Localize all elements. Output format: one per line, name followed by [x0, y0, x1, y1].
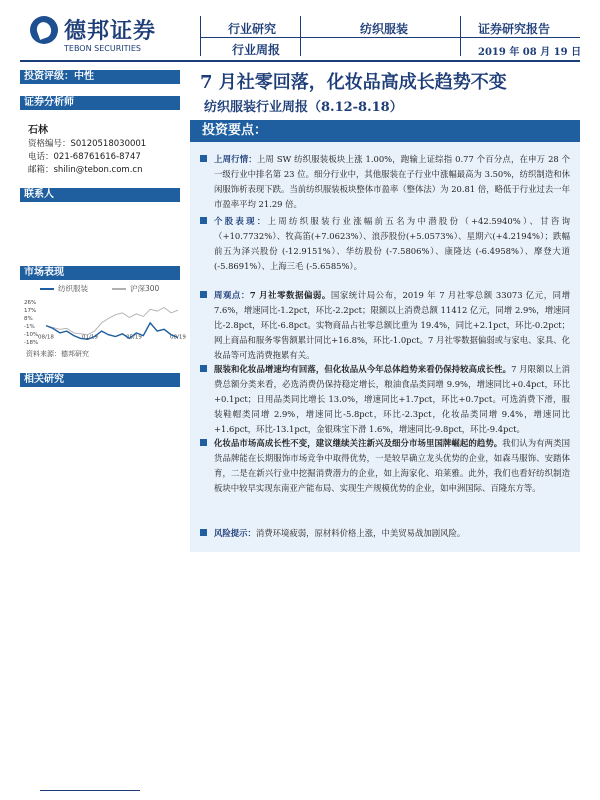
header-sector: 纺织服装: [360, 22, 409, 36]
key-points-heading: 投资要点：: [190, 120, 580, 142]
paragraph-lead: 上周行情：: [214, 154, 257, 164]
paragraph-stocks: [214, 214, 570, 274]
x-tick-label: 08/19: [170, 334, 186, 341]
logo-chinese-text: 德邦证券: [64, 18, 157, 44]
header-bottom-rule: [20, 60, 580, 62]
paragraph-risk: [214, 526, 570, 541]
paragraph-bold: 7 月社零数据偏弱。: [249, 290, 331, 300]
legend-label-series1: 纺织服装: [58, 284, 88, 293]
bullet-square-icon: [200, 155, 207, 162]
paragraph-market: [214, 152, 570, 212]
paragraph-lead: 风险提示：: [214, 528, 256, 538]
chart-source: 资料来源：德邦研究: [26, 350, 89, 358]
legend-swatch-series1: [40, 288, 54, 290]
paragraph-body: 上周纺织服装行业涨幅前五名为中潜股份（+42.5940%）、甘咨询（+10.7732%）、牧高笛(+7.0623%）、浪莎股份(+5.0573%）、星期六(+4.2194%）；跌幅前五为泽兴股份 (-12.9151%）、华纺股份 (-7.5806%）、康隆达 (-6.4958%）、摩登大道 (-5.8691%）、上海三毛 (-5.6585%）。: [214, 216, 571, 271]
analyst-heading: 证券分析师: [20, 96, 180, 110]
report-subtitle: 纺织服装行业周报（8.12-8.18）: [204, 100, 403, 115]
y-tick-label: 8%: [24, 316, 33, 322]
header-divider: [300, 16, 301, 56]
y-tick-label: 26%: [24, 300, 37, 306]
y-tick-label: -10%: [24, 332, 39, 338]
paragraph-bold: 服装和化妆品增速均有回落，但化妆品从今年总体趋势来看仍保持较高成长性。: [214, 364, 512, 374]
paragraph-bold: 化妆品市场高成长性不变，建议继续关注新兴及细分市场里国牌崛起的趋势。: [214, 438, 503, 448]
paragraph-body: 我们认为有两类国货品牌能在长期服饰市场竞争中取得优势，一是较早确立龙头优势的企业，如森马服饰、安踏体育，二是在新兴行业中挖掘消费潜力的企业，如上海家化、珀莱雅。此外，我们也看好纺织制造板块中较早实现东南亚产能布局、实现生产规模优势的企业，如申洲国际、百隆东方等。: [214, 438, 571, 493]
contact-heading: 联系人: [20, 188, 180, 202]
logo-english-text: TEBON SECURITIES: [64, 44, 141, 53]
paragraph-weekly-view: [214, 288, 570, 363]
analyst-name: 石林: [28, 125, 48, 136]
header-industry-research: 行业研究: [228, 22, 277, 36]
x-tick-label: 01/19: [82, 334, 98, 341]
bullet-square-icon: [200, 365, 207, 372]
legend-label-series2: 沪深300: [130, 284, 160, 293]
bullet-square-icon: [200, 529, 207, 536]
tebon-logo: [30, 14, 160, 58]
paragraph-body: 国家统计局公布，2019 年 7 月社零总额 33073 亿元，同增 7.6%，增速同比-1.2pct，环比-2.2pct；限额以上消费总额 11412 亿元，同增 2.9%，增速同比-2.8pct，环比-6.8pct。实物商品占社零总额比重为 19.4%，同比+2.1pct，环比-0.2pct；网上商品和服务零售额累计同比+16.8%，环比-1.0pct。7 月社零数据偏弱或与家电、家具、化妆品等可选消费拖累有关。: [214, 290, 571, 360]
series-line: [46, 323, 178, 339]
report-title: 7 月社零回落，化妆品高成长趋势不变: [200, 72, 507, 93]
legend-swatch-series2: [112, 288, 126, 290]
bullet-square-icon: [200, 217, 207, 224]
market-heading: 市场表现: [20, 266, 180, 280]
analyst-email: 邮箱：shilin@tebon.com.cn: [28, 165, 143, 175]
paragraph-lead: 个股表现：: [214, 216, 268, 226]
header-date: 2019 年 08 月 19 日: [478, 47, 582, 58]
tebon-logo-icon: [30, 16, 58, 44]
bullet-square-icon: [200, 439, 207, 446]
paragraph-body: 消费环境疲弱，原材料价格上涨，中美贸易战加剧风险。: [255, 528, 466, 538]
paragraph-body: 7 月限额以上消费总额分类来看，必选消费仍保持稳定增长，粮油食品类同增 9.9%，增速同比+0.4pct，环比+0.1pct；日用品类同比增长 13.0%，增速同比+1.7pct，环比+0.7pct。可选消费下滑，服装鞋帽类同增 2.9%，增速同比-5.8pct，环比-2.3pct，化妆品类同增 9.4%，增速同比+1.6pct，环比-13.1pct，金银珠宝下滑 1.6%，增速同比-9.8pct，环比-9.4pct。: [214, 364, 570, 434]
header-rule: [200, 37, 580, 38]
x-tick-label: 08/18: [38, 334, 54, 341]
related-research-heading: 相关研究: [20, 373, 180, 387]
paragraph-apparel-cosmetics: [214, 362, 570, 437]
paragraph-lead: 周观点：: [214, 290, 250, 300]
y-tick-label: -18%: [24, 340, 39, 346]
rating-bar: 投资评级：中性: [20, 70, 180, 84]
analyst-phone: 电话：021-68761616-8747: [28, 152, 141, 162]
bullet-square-icon: [200, 291, 207, 298]
header-report-type: 证券研究报告: [478, 22, 551, 36]
y-tick-label: -1%: [24, 324, 35, 330]
x-tick-label: 05/19: [126, 334, 142, 341]
paragraph-body: 上周 SW 纺织服装板块上涨 1.00%，跑输上证综指 0.77 个百分点，在申万 28 个一级行业中排名第 23 位。细分行业中，其他服装在子行业中涨幅最高为 3.50%，纺织制造和休闲服饰析表现下跌。当前纺织服装板块整体市盈率（整体法）为 20.81 倍，略低于行业过去一年市盈率平均 21.29 倍。: [214, 154, 570, 209]
header-weekly: 行业周报: [232, 43, 281, 57]
header-divider: [460, 16, 461, 56]
y-tick-label: 17%: [24, 308, 37, 314]
analyst-cert-no: 资格编号：S0120518030001: [28, 139, 147, 149]
footer-rule: [40, 790, 140, 791]
paragraph-cosmetics-outlook: [214, 436, 570, 496]
market-performance-chart: [24, 298, 184, 350]
header-divider: [200, 16, 201, 56]
